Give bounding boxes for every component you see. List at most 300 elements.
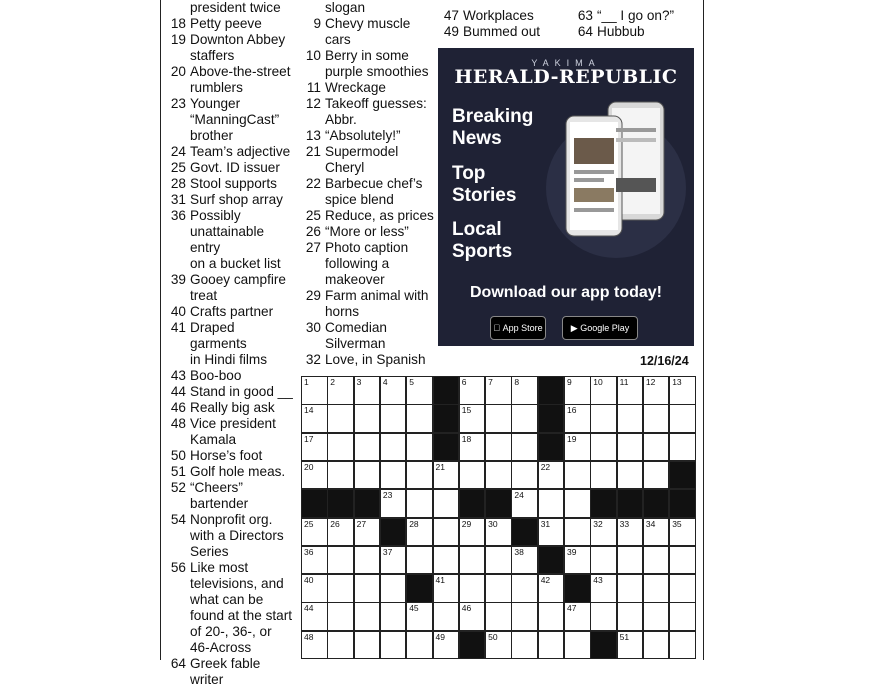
grid-cell[interactable] bbox=[564, 546, 591, 575]
clue-number: 64 bbox=[170, 656, 186, 671]
grid-cell[interactable] bbox=[459, 433, 486, 462]
clue-number: 43 bbox=[170, 368, 186, 383]
grid-cell[interactable] bbox=[354, 631, 381, 660]
grid-cell[interactable] bbox=[511, 404, 538, 433]
left-column-rule bbox=[160, 0, 161, 660]
grid-cell[interactable] bbox=[564, 518, 591, 547]
clue-text: Series bbox=[190, 544, 229, 559]
clue-line bbox=[164, 432, 294, 448]
clue-text: brother bbox=[190, 128, 234, 143]
clue-number: 54 bbox=[170, 512, 186, 527]
grid-cell[interactable] bbox=[617, 433, 644, 462]
grid-cell[interactable] bbox=[643, 376, 670, 405]
clue-number: 9 bbox=[313, 16, 321, 31]
grid-cell[interactable] bbox=[590, 376, 617, 405]
cell-number: 39 bbox=[567, 546, 577, 557]
clue-number: 25 bbox=[170, 160, 186, 175]
grid-cell[interactable] bbox=[459, 404, 486, 433]
clue-number: 51 bbox=[170, 464, 186, 479]
grid-cell[interactable] bbox=[564, 631, 591, 660]
cell-number: 13 bbox=[672, 377, 682, 387]
cell-number: 41 bbox=[435, 575, 445, 586]
grid-cell[interactable] bbox=[433, 574, 460, 603]
clue-number: 30 bbox=[305, 320, 321, 335]
grid-cell[interactable] bbox=[511, 574, 538, 603]
clue-line bbox=[164, 176, 294, 192]
grid-cell[interactable] bbox=[327, 433, 354, 462]
cell-number: 18 bbox=[461, 433, 472, 444]
clue-line bbox=[164, 304, 294, 320]
grid-cell[interactable] bbox=[511, 546, 538, 575]
grid-cell[interactable] bbox=[669, 602, 696, 631]
grid-cell[interactable] bbox=[327, 631, 354, 660]
grid-cell[interactable] bbox=[564, 376, 591, 405]
grid-cell[interactable] bbox=[301, 602, 328, 631]
grid-block bbox=[617, 489, 644, 518]
grid-cell[interactable] bbox=[380, 546, 407, 575]
grid-cell[interactable] bbox=[354, 404, 381, 433]
right-column-rule bbox=[703, 0, 704, 660]
clue-number: 41 bbox=[170, 320, 186, 335]
grid-cell[interactable] bbox=[538, 518, 565, 547]
cell-number: 36 bbox=[304, 546, 314, 557]
grid-cell[interactable] bbox=[590, 404, 617, 433]
grid-cell[interactable] bbox=[301, 461, 328, 490]
ad-brand-logo: HERALD-REPUBLIC bbox=[454, 66, 678, 88]
clue-number: 11 bbox=[306, 80, 321, 95]
clue-text: Possibly bbox=[190, 208, 241, 223]
clue-text: Barbecue chef’s bbox=[325, 176, 423, 191]
clue-number: 52 bbox=[170, 480, 186, 495]
clue-line bbox=[164, 64, 294, 80]
clue-number: 63 bbox=[577, 8, 593, 23]
grid-cell[interactable] bbox=[564, 433, 591, 462]
cell-number: 8 bbox=[514, 377, 520, 387]
cell-number: 14 bbox=[304, 405, 314, 416]
cell-number: 19 bbox=[567, 433, 577, 444]
grid-cell[interactable] bbox=[590, 546, 617, 575]
grid-cell[interactable] bbox=[485, 376, 512, 405]
ad-headline-local-sports: Local Sports bbox=[452, 219, 513, 262]
grid-cell[interactable] bbox=[538, 602, 565, 631]
grid-cell[interactable] bbox=[327, 574, 354, 603]
cell-number: 24 bbox=[514, 490, 524, 501]
clue-text: what can be bbox=[190, 592, 264, 607]
clue-text: Cheryl bbox=[325, 160, 365, 175]
grid-cell[interactable] bbox=[485, 433, 512, 462]
grid-cell[interactable] bbox=[327, 376, 354, 405]
cell-number: 22 bbox=[540, 461, 551, 472]
clue-text: Kamala bbox=[190, 432, 237, 447]
grid-block bbox=[433, 404, 460, 433]
clue-number: 10 bbox=[305, 48, 321, 63]
grid-cell[interactable] bbox=[643, 433, 670, 462]
clue-text: televisions, and bbox=[190, 576, 284, 591]
clue-text: Team’s adjective bbox=[190, 144, 291, 159]
clue-number: 29 bbox=[305, 288, 321, 303]
play-icon: ▶ bbox=[570, 323, 578, 333]
grid-cell[interactable] bbox=[433, 602, 460, 631]
clue-line bbox=[299, 48, 434, 64]
grid-cell[interactable] bbox=[354, 461, 381, 490]
ad-call-to-action: Download our app today! bbox=[470, 284, 662, 301]
grid-cell[interactable] bbox=[538, 574, 565, 603]
grid-cell[interactable] bbox=[617, 574, 644, 603]
clue-number: 40 bbox=[170, 304, 186, 319]
clue-line bbox=[164, 192, 294, 208]
grid-block bbox=[538, 433, 565, 462]
grid-cell[interactable] bbox=[380, 433, 407, 462]
clue-number: 18 bbox=[170, 16, 186, 31]
cell-number: 20 bbox=[304, 461, 314, 472]
grid-cell[interactable] bbox=[564, 602, 591, 631]
grid-cell[interactable] bbox=[538, 489, 565, 518]
grid-cell[interactable] bbox=[406, 602, 433, 631]
cell-number: 29 bbox=[461, 518, 472, 529]
cell-number: 49 bbox=[435, 631, 445, 642]
grid-cell[interactable] bbox=[669, 546, 696, 575]
clue-line bbox=[299, 0, 434, 16]
grid-cell[interactable] bbox=[617, 518, 644, 547]
grid-block bbox=[643, 489, 670, 518]
clue-line bbox=[299, 320, 434, 336]
cell-number: 30 bbox=[488, 518, 498, 529]
grid-block bbox=[354, 489, 381, 518]
grid-cell[interactable] bbox=[590, 461, 617, 490]
clue-line bbox=[164, 400, 294, 416]
clue-line bbox=[164, 80, 294, 96]
clue-text: 46-Across bbox=[190, 640, 252, 655]
grid-cell[interactable] bbox=[459, 376, 486, 405]
clue-line bbox=[164, 608, 294, 624]
grid-cell[interactable] bbox=[617, 602, 644, 631]
grid-cell[interactable] bbox=[564, 404, 591, 433]
grid-cell[interactable] bbox=[643, 546, 670, 575]
grid-cell[interactable] bbox=[406, 518, 433, 547]
clue-text: “__ I go on?” bbox=[597, 8, 675, 23]
clue-line bbox=[164, 288, 294, 304]
grid-block bbox=[433, 376, 460, 405]
cell-number: 43 bbox=[593, 575, 603, 586]
grid-block bbox=[406, 574, 433, 603]
grid-cell[interactable] bbox=[433, 518, 460, 547]
grid-block bbox=[459, 489, 486, 518]
grid-cell[interactable] bbox=[617, 631, 644, 660]
clue-text: Love, in Spanish bbox=[325, 352, 426, 367]
top-far-right-clue-column bbox=[571, 8, 701, 40]
grid-cell[interactable] bbox=[511, 602, 538, 631]
cell-number: 37 bbox=[382, 546, 393, 557]
grid-cell[interactable] bbox=[406, 489, 433, 518]
clue-line bbox=[164, 208, 294, 224]
grid-cell[interactable] bbox=[511, 631, 538, 660]
grid-cell[interactable] bbox=[485, 574, 512, 603]
grid-cell[interactable] bbox=[485, 461, 512, 490]
grid-cell[interactable] bbox=[301, 546, 328, 575]
clue-text: with a Directors bbox=[190, 528, 284, 543]
grid-cell[interactable] bbox=[406, 631, 433, 660]
grid-cell[interactable] bbox=[380, 574, 407, 603]
cell-number: 3 bbox=[356, 377, 362, 387]
grid-cell[interactable] bbox=[301, 433, 328, 462]
grid-cell[interactable] bbox=[354, 546, 381, 575]
clue-text: in Hindi films bbox=[190, 352, 268, 367]
clue-number: 46 bbox=[170, 400, 186, 415]
clue-number: 19 bbox=[170, 32, 186, 47]
clue-text: Stand in good __ bbox=[190, 384, 293, 399]
grid-cell[interactable] bbox=[301, 404, 328, 433]
cell-number: 7 bbox=[488, 377, 493, 387]
grid-cell[interactable] bbox=[538, 461, 565, 490]
clue-text: Hubbub bbox=[597, 24, 645, 39]
grid-cell[interactable] bbox=[485, 602, 512, 631]
clue-number: 25 bbox=[305, 208, 321, 223]
clue-line bbox=[299, 144, 434, 160]
clue-number: 23 bbox=[170, 96, 186, 111]
grid-cell[interactable] bbox=[590, 602, 617, 631]
cell-number: 17 bbox=[304, 433, 314, 444]
grid-block bbox=[538, 546, 565, 575]
grid-cell[interactable] bbox=[590, 433, 617, 462]
cell-number: 48 bbox=[304, 631, 314, 642]
cell-number: 1 bbox=[304, 377, 309, 387]
grid-cell[interactable] bbox=[301, 376, 328, 405]
cell-number: 23 bbox=[382, 490, 393, 501]
clue-line bbox=[299, 112, 434, 128]
grid-cell[interactable] bbox=[433, 489, 460, 518]
cell-number: 12 bbox=[645, 377, 656, 387]
clue-text: Like most bbox=[190, 560, 249, 575]
grid-cell[interactable] bbox=[485, 546, 512, 575]
grid-cell[interactable] bbox=[643, 602, 670, 631]
grid-cell[interactable] bbox=[617, 404, 644, 433]
clue-text: Bummed out bbox=[463, 24, 541, 39]
clue-text: Crafts partner bbox=[190, 304, 274, 319]
cell-number: 5 bbox=[409, 377, 414, 387]
cell-number: 28 bbox=[409, 518, 419, 529]
clue-line bbox=[299, 160, 434, 176]
grid-cell[interactable] bbox=[643, 574, 670, 603]
clue-text: Really big ask bbox=[190, 400, 275, 415]
clue-text: “Cheers” bbox=[190, 480, 243, 495]
clue-line bbox=[299, 304, 434, 320]
left-clue-column bbox=[164, 0, 294, 688]
grid-cell[interactable] bbox=[433, 461, 460, 490]
grid-cell[interactable] bbox=[380, 461, 407, 490]
grid-cell[interactable] bbox=[406, 461, 433, 490]
grid-cell[interactable] bbox=[380, 631, 407, 660]
grid-block bbox=[669, 489, 696, 518]
app-advertisement[interactable] bbox=[438, 48, 694, 346]
clue-text: spice blend bbox=[325, 192, 394, 207]
clue-text: rumblers bbox=[190, 80, 243, 95]
clue-text: bartender bbox=[190, 496, 249, 511]
clue-text: Greek fable bbox=[190, 656, 261, 671]
cell-number: 2 bbox=[330, 377, 336, 387]
grid-cell[interactable] bbox=[669, 631, 696, 660]
clue-line bbox=[164, 112, 294, 128]
clue-text: Above-the-street bbox=[190, 64, 291, 79]
clue-number: 50 bbox=[170, 448, 186, 463]
clue-line bbox=[299, 352, 434, 368]
grid-block bbox=[590, 631, 617, 660]
grid-cell[interactable] bbox=[511, 489, 538, 518]
grid-cell[interactable] bbox=[380, 489, 407, 518]
grid-cell[interactable] bbox=[354, 376, 381, 405]
clue-line bbox=[164, 144, 294, 160]
cell-number: 10 bbox=[593, 377, 603, 387]
clue-text: Takeoff guesses: bbox=[325, 96, 427, 111]
grid-cell[interactable] bbox=[485, 404, 512, 433]
grid-cell[interactable] bbox=[538, 631, 565, 660]
grid-cell[interactable] bbox=[380, 602, 407, 631]
clue-line bbox=[571, 24, 701, 40]
grid-block bbox=[433, 433, 460, 462]
grid-cell[interactable] bbox=[354, 574, 381, 603]
grid-cell[interactable] bbox=[669, 574, 696, 603]
middle-clue-column bbox=[299, 0, 434, 368]
grid-cell[interactable] bbox=[327, 461, 354, 490]
grid-cell[interactable] bbox=[380, 404, 407, 433]
grid-cell[interactable] bbox=[485, 631, 512, 660]
grid-cell[interactable] bbox=[643, 461, 670, 490]
grid-cell[interactable] bbox=[485, 518, 512, 547]
grid-cell[interactable] bbox=[380, 376, 407, 405]
grid-cell[interactable] bbox=[327, 602, 354, 631]
grid-cell[interactable] bbox=[327, 546, 354, 575]
cell-number: 38 bbox=[514, 546, 524, 557]
grid-cell[interactable] bbox=[327, 518, 354, 547]
clue-number: 12 bbox=[305, 96, 321, 111]
clue-text: slogan bbox=[325, 0, 366, 15]
grid-cell[interactable] bbox=[590, 518, 617, 547]
grid-cell[interactable] bbox=[617, 376, 644, 405]
grid-cell[interactable] bbox=[301, 518, 328, 547]
grid-cell[interactable] bbox=[564, 489, 591, 518]
grid-cell[interactable] bbox=[617, 546, 644, 575]
clue-number: 21 bbox=[305, 144, 321, 159]
grid-cell[interactable] bbox=[433, 631, 460, 660]
clue-line bbox=[299, 128, 434, 144]
grid-cell[interactable] bbox=[433, 546, 460, 575]
clue-text: Silverman bbox=[325, 336, 386, 351]
grid-cell[interactable] bbox=[511, 376, 538, 405]
clue-line bbox=[437, 8, 567, 24]
grid-cell[interactable] bbox=[354, 433, 381, 462]
grid-cell[interactable] bbox=[643, 631, 670, 660]
clue-line bbox=[164, 448, 294, 464]
cell-number: 11 bbox=[619, 377, 629, 387]
clue-line bbox=[164, 560, 294, 576]
grid-cell[interactable] bbox=[406, 404, 433, 433]
clue-text: Boo-boo bbox=[190, 368, 242, 383]
clue-line bbox=[164, 32, 294, 48]
clue-text: Farm animal with bbox=[325, 288, 429, 303]
grid-cell[interactable] bbox=[669, 376, 696, 405]
clue-line bbox=[164, 544, 294, 560]
grid-cell[interactable] bbox=[301, 574, 328, 603]
clue-line bbox=[164, 128, 294, 144]
grid-cell[interactable] bbox=[301, 631, 328, 660]
clue-line bbox=[164, 160, 294, 176]
grid-cell[interactable] bbox=[590, 574, 617, 603]
clue-text: “ManningCast” bbox=[190, 112, 280, 127]
cell-number: 40 bbox=[304, 575, 314, 586]
clue-line bbox=[164, 656, 294, 672]
clue-line bbox=[164, 48, 294, 64]
grid-cell[interactable] bbox=[406, 546, 433, 575]
cell-number: 44 bbox=[304, 603, 314, 614]
grid-cell[interactable] bbox=[617, 461, 644, 490]
clue-line bbox=[164, 224, 294, 256]
grid-block bbox=[380, 518, 407, 547]
grid-cell[interactable] bbox=[354, 518, 381, 547]
clue-line bbox=[164, 320, 294, 352]
grid-cell[interactable] bbox=[459, 546, 486, 575]
grid-block bbox=[511, 518, 538, 547]
clue-text: Horse’s foot bbox=[190, 448, 263, 463]
cell-number: 21 bbox=[435, 461, 445, 472]
clue-line bbox=[164, 272, 294, 288]
clue-text: Draped garments bbox=[190, 320, 247, 351]
clue-line bbox=[299, 96, 434, 112]
grid-cell[interactable] bbox=[669, 518, 696, 547]
clue-number: 31 bbox=[170, 192, 186, 207]
clue-line bbox=[164, 16, 294, 32]
clue-text: purple smoothies bbox=[325, 64, 429, 79]
grid-cell[interactable] bbox=[354, 602, 381, 631]
grid-block bbox=[459, 631, 486, 660]
cell-number: 4 bbox=[382, 377, 388, 387]
grid-cell[interactable] bbox=[511, 461, 538, 490]
grid-cell[interactable] bbox=[459, 574, 486, 603]
grid-cell[interactable] bbox=[459, 602, 486, 631]
grid-cell[interactable] bbox=[459, 461, 486, 490]
clue-line bbox=[164, 256, 294, 272]
cell-number: 33 bbox=[619, 518, 630, 529]
clue-line bbox=[164, 592, 294, 608]
clue-line bbox=[437, 24, 567, 40]
cell-number: 47 bbox=[567, 603, 577, 614]
grid-cell[interactable] bbox=[669, 433, 696, 462]
clue-line bbox=[164, 368, 294, 384]
clue-line bbox=[164, 0, 294, 16]
grid-cell[interactable] bbox=[643, 518, 670, 547]
clue-text: Photo caption bbox=[325, 240, 409, 255]
grid-cell[interactable] bbox=[511, 433, 538, 462]
google-play-badge[interactable] bbox=[562, 316, 638, 340]
clue-text: found at the start bbox=[190, 608, 293, 623]
grid-cell[interactable] bbox=[406, 433, 433, 462]
grid-cell[interactable] bbox=[669, 404, 696, 433]
app-store-badge[interactable] bbox=[490, 316, 546, 340]
clue-text: Chevy muscle bbox=[325, 16, 411, 31]
grid-block bbox=[669, 461, 696, 490]
clue-line bbox=[164, 464, 294, 480]
phone-mockup-icon bbox=[546, 98, 686, 268]
clue-text: Comedian bbox=[325, 320, 387, 335]
grid-cell[interactable] bbox=[327, 404, 354, 433]
clue-line bbox=[164, 576, 294, 592]
clue-number: 56 bbox=[170, 560, 186, 575]
grid-cell[interactable] bbox=[406, 376, 433, 405]
grid-cell[interactable] bbox=[643, 404, 670, 433]
clue-line bbox=[164, 528, 294, 544]
grid-cell[interactable] bbox=[459, 518, 486, 547]
clue-line bbox=[299, 192, 434, 208]
grid-cell[interactable] bbox=[564, 461, 591, 490]
clue-number: 36 bbox=[170, 208, 186, 223]
